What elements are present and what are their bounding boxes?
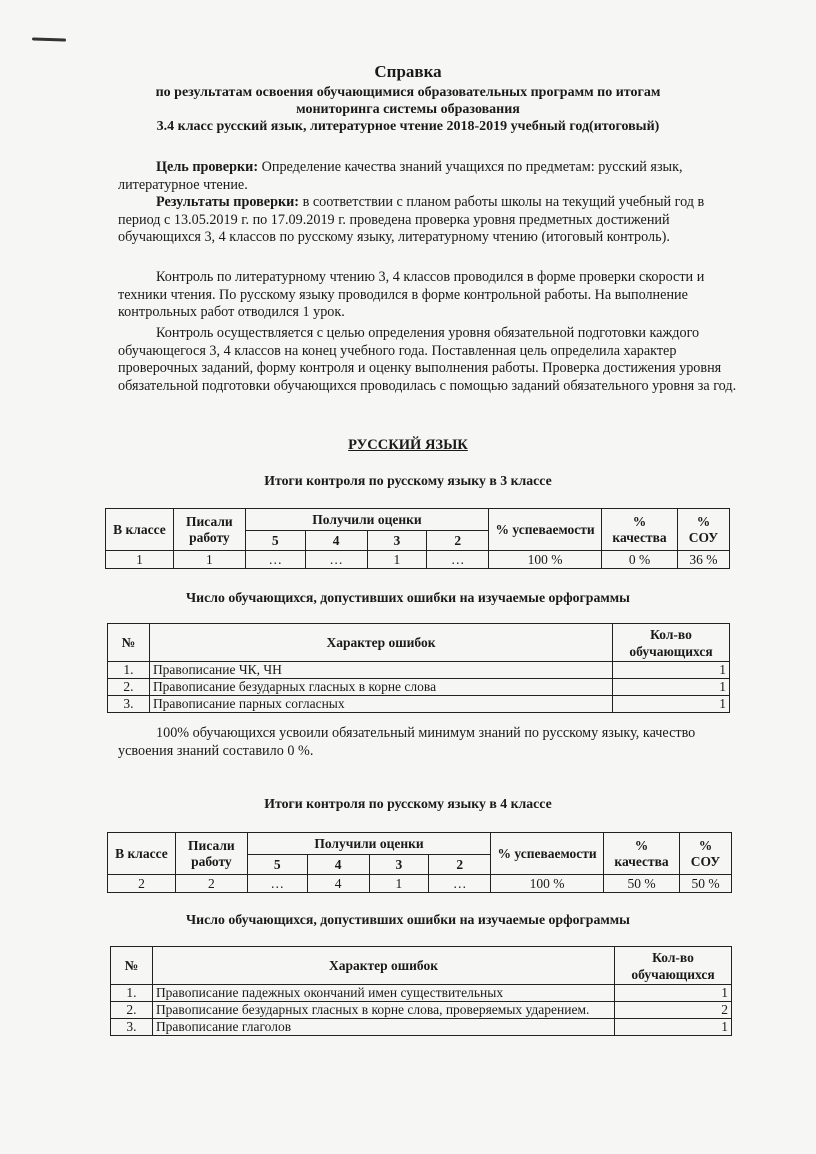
header-grades: Получили оценки <box>245 509 488 531</box>
grade4-errors-caption: Число обучающихся, допустивших ошибки на изучаемые орфограммы <box>186 912 630 927</box>
header-grade-3: 3 <box>367 531 427 551</box>
cell-num: 1. <box>108 662 150 679</box>
header-grade-5: 5 <box>247 855 307 875</box>
grade3-caption: Итоги контроля по русскому языку в 3 классе <box>264 473 552 488</box>
header-grade-5: 5 <box>245 531 305 551</box>
section-title: РУССКИЙ ЯЗЫК <box>348 437 468 453</box>
cell-num: 2. <box>108 679 150 696</box>
cell-grade-5: … <box>245 551 305 569</box>
grade4-errors-table <box>110 946 732 1036</box>
goal-text: Определение качества знаний учащихся по предметам: русский язык, литературное чтение. <box>118 159 683 193</box>
table-row <box>106 551 730 569</box>
document-subtitle <box>0 84 816 135</box>
header-kind: Характер ошибок <box>152 947 614 985</box>
cell-wrote: 1 <box>173 551 245 569</box>
cell-quality: 50 % <box>604 875 680 893</box>
results-paragraph <box>118 194 743 247</box>
grade3-summary-text: 100% обучающихся усвоили обязательный минимум знаний по русскому языку, качество усвоения знаний составило 0 %. <box>118 725 696 759</box>
table-row <box>111 1002 732 1019</box>
cell-wrote: 2 <box>175 875 247 893</box>
grade4-caption: Итоги контроля по русскому языку в 4 классе <box>264 796 552 811</box>
subtitle-line-1: по результатам освоения обучающимися образовательных программ по итогам <box>155 85 661 100</box>
cell-success: 100 % <box>491 875 604 893</box>
header-quality: % качества <box>602 509 678 551</box>
cell-sou: 50 % <box>680 875 732 893</box>
cell-kind: Правописание ЧК, ЧН <box>149 662 612 679</box>
header-quality: % качества <box>604 833 680 875</box>
header-grade-4: 4 <box>307 855 369 875</box>
subtitle-line-2: мониторинга системы образования <box>296 102 520 117</box>
cell-grade-3: 1 <box>367 551 427 569</box>
header-grade-2: 2 <box>429 855 491 875</box>
cell-count: 2 <box>615 1002 732 1019</box>
cell-success: 100 % <box>489 551 602 569</box>
cell-kind: Правописание безударных гласных в корне слова, проверяемых ударением. <box>152 1002 614 1019</box>
cell-grade-4: … <box>305 551 367 569</box>
cell-grade-5: … <box>247 875 307 893</box>
results-label: Результаты проверки: <box>156 194 300 210</box>
header-success: % успеваемости <box>489 509 602 551</box>
results-text: в соответствии с планом работы школы на текущий учебный год в период с 13.05.2019 г. по 17.09.2019 г. проведена проверка уровня предметных достижений обучающихся 3, 4 классов по русскому языку, литературному чтению (итоговый контроль). <box>118 194 705 246</box>
header-class: В классе <box>106 509 174 551</box>
table-row <box>111 1019 732 1036</box>
cell-kind: Правописание парных согласных <box>149 696 612 713</box>
header-grades: Получили оценки <box>247 833 490 855</box>
header-grade-2: 2 <box>427 531 489 551</box>
header-kind: Характер ошибок <box>149 624 612 662</box>
table-row <box>111 985 732 1002</box>
purpose-text: Контроль осуществляется с целью определения уровня обязательной подготовки каждого обучающегося 3, 4 классов на конец учебного года. Поставленная цель определила характер проверочных заданий, форму контроля и оценку выполнения работы. Проверка достижения уровня обязательной подготовки обучающихся проводилась с помощью заданий обязательного уровня за год. <box>118 325 737 394</box>
cell-count: 1 <box>615 1019 732 1036</box>
goal-label: Цель проверки: <box>156 159 259 175</box>
cell-class: 2 <box>108 875 176 893</box>
cell-num: 3. <box>111 1019 153 1036</box>
cell-grade-3: 1 <box>369 875 429 893</box>
header-sou: % СОУ <box>680 833 732 875</box>
header-num: № <box>108 624 150 662</box>
cell-kind: Правописание безударных гласных в корне слова <box>149 679 612 696</box>
table-row <box>108 696 730 713</box>
cell-num: 2. <box>111 1002 153 1019</box>
cell-class: 1 <box>106 551 174 569</box>
header-num: № <box>111 947 153 985</box>
cell-quality: 0 % <box>602 551 678 569</box>
cell-kind: Правописание падежных окончаний имен существительных <box>152 985 614 1002</box>
cell-count: 1 <box>613 696 730 713</box>
table-row <box>108 679 730 696</box>
header-class: В классе <box>108 833 176 875</box>
goal-paragraph <box>118 159 743 194</box>
header-count: Кол-во обучающихся <box>615 947 732 985</box>
control-text: Контроль по литературному чтению 3, 4 классов проводился в форме проверки скорости и техники чтения. По русскому языку проводился в форме контрольной работы. На выполнение контрольных работ отводился 1 урок. <box>118 269 705 321</box>
cell-num: 3. <box>108 696 150 713</box>
table-row <box>108 875 732 893</box>
header-grade-4: 4 <box>305 531 367 551</box>
document-title: Справка <box>374 62 442 81</box>
header-sou: % СОУ <box>677 509 729 551</box>
cell-count: 1 <box>613 679 730 696</box>
grade3-errors-table <box>107 623 730 713</box>
control-paragraph <box>118 269 743 322</box>
cell-sou: 36 % <box>677 551 729 569</box>
cell-num: 1. <box>111 985 153 1002</box>
cell-count: 1 <box>615 985 732 1002</box>
pen-mark <box>32 37 66 41</box>
grade3-errors-caption: Число обучающихся, допустивших ошибки на изучаемые орфограммы <box>186 590 630 605</box>
header-wrote: Писали работу <box>175 833 247 875</box>
table-row <box>108 662 730 679</box>
header-success: % успеваемости <box>491 833 604 875</box>
cell-grade-2: … <box>429 875 491 893</box>
header-count: Кол-во обучающихся <box>613 624 730 662</box>
grade3-results-table <box>105 508 730 569</box>
grade3-summary <box>118 725 743 760</box>
cell-count: 1 <box>613 662 730 679</box>
subtitle-line-3: 3.4 класс русский язык, литературное чтение 2018-2019 учебный год(итоговый) <box>156 119 660 134</box>
cell-grade-2: … <box>427 551 489 569</box>
cell-kind: Правописание глаголов <box>152 1019 614 1036</box>
header-grade-3: 3 <box>369 855 429 875</box>
purpose-paragraph <box>118 325 743 395</box>
header-wrote: Писали работу <box>173 509 245 551</box>
cell-grade-4: 4 <box>307 875 369 893</box>
grade4-results-table <box>107 832 732 893</box>
